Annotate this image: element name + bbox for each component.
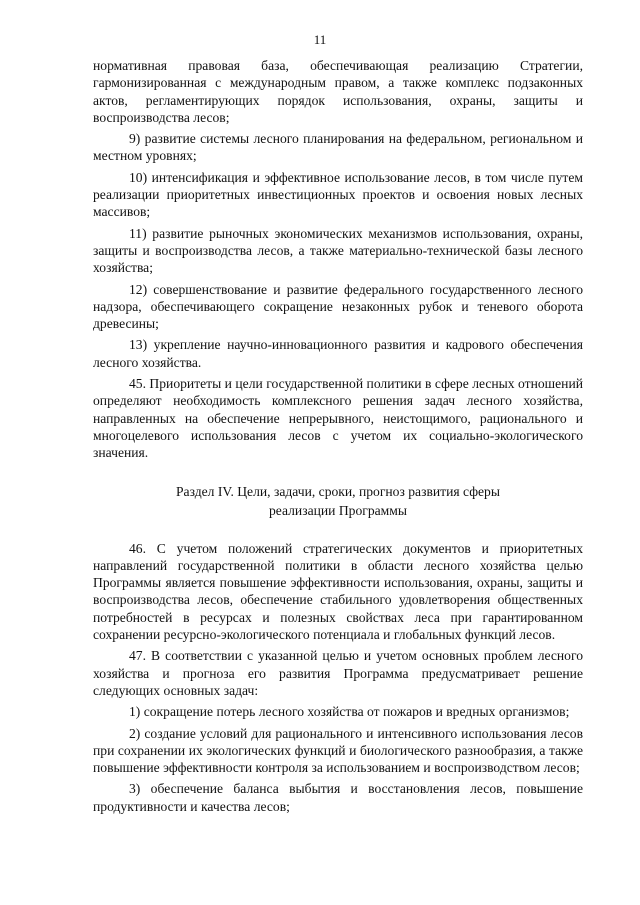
paragraph: 45. Приоритеты и цели государственной политики в сфере лесных отношений определяют необходимость комплексного решения задач лесного хозяйства, направленных на обеспечение непрерывного, неистощимого, рационального и многоцелевого использования лесов с учетом их социально-экологического значения. [93, 376, 583, 461]
paragraphs-before [93, 57, 583, 462]
paragraph: 47. В соответствии с указанной целью и учетом основных проблем лесного хозяйства и прогноза его развития Программа предусматривает решение следующих основных задач: [93, 648, 583, 698]
paragraph: 9) развитие системы лесного планирования на федеральном, региональном и местном уровнях; [93, 131, 583, 164]
paragraphs-after [93, 540, 583, 815]
paragraph: нормативная правовая база, обеспечивающая реализацию Стратегии, гармонизированная с международным правом, а также комплекс подзаконных актов, регламентирующих порядок использования, охраны, защиты и воспроизводства лесов; [93, 58, 583, 125]
paragraph: 2) создание условий для рационального и интенсивного использования лесов при сохранении их экологических функций и биологического разнообразия, а также повышение эффективности контроля за использованием и воспроизводством лесов; [93, 725, 583, 776]
section-heading [93, 482, 583, 520]
paragraph: 12) совершенствование и развитие федерального государственного лесного надзора, обеспечивающего сокращение незаконных рубок и теневого оборота древесины; [93, 281, 583, 332]
paragraph: 11) развитие рыночных экономических механизмов использования, охраны, защиты и воспроизводства лесов, а также материально-технической базы лесного хозяйства; [93, 225, 583, 276]
paragraph: 3) обеспечение баланса выбытия и восстановления лесов, повышение продуктивности и качества лесов; [93, 781, 583, 814]
paragraph: 1) сокращение потерь лесного хозяйства от пожаров и вредных организмов; [129, 704, 570, 720]
section-heading-line-1: Раздел IV. Цели, задачи, сроки, прогноз развития сферы [176, 483, 500, 499]
section-heading-line-2: реализации Программы [269, 502, 407, 518]
paragraph: 13) укрепление научно-инновационного развития и кадрового обеспечения лесного хозяйства. [93, 337, 583, 370]
document-body [93, 57, 583, 819]
paragraph: 46. С учетом положений стратегических документов и приоритетных направлений государственной политики в области лесного хозяйства целью Программы является повышение эффективности использования, охраны, защиты и воспроизводства лесов, обеспечение стабильного удовлетворения общественных потребностей в ресурсах и полезных свойствах леса при гарантированном сохранении ресурсно-экологического потенциала и глобальных функций лесов. [93, 540, 583, 643]
paragraph: 10) интенсификация и эффективное использование лесов, в том числе путем реализации приоритетных инвестиционных проектов и освоения новых лесных массивов; [93, 169, 583, 220]
page-number: 11 [313, 32, 327, 47]
